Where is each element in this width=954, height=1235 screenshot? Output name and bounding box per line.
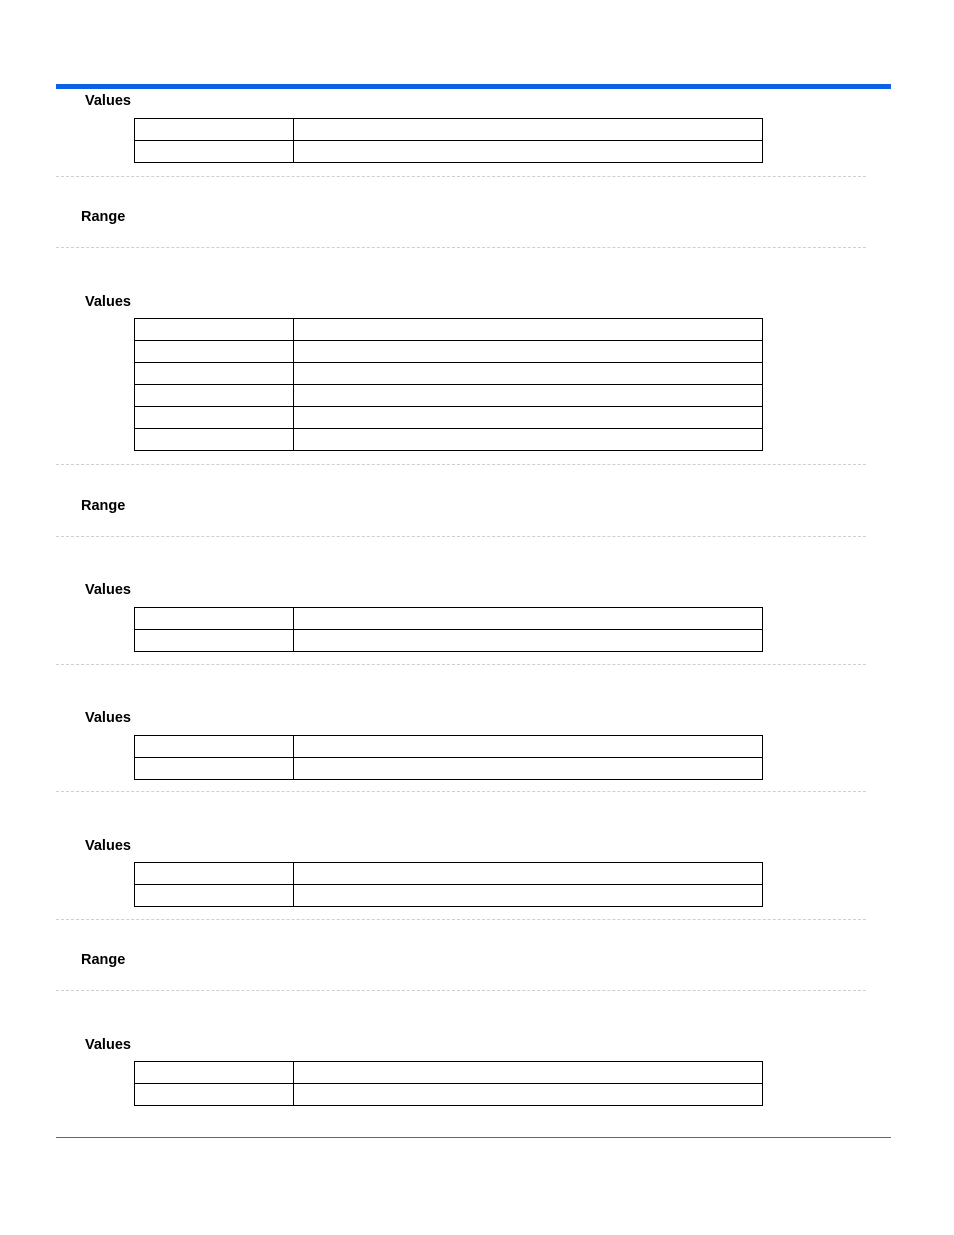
range-heading: Range — [81, 952, 126, 968]
table-row — [135, 119, 763, 141]
table-row — [135, 736, 763, 758]
section-divider — [56, 536, 866, 537]
header-rule — [56, 84, 891, 89]
table-cell — [294, 119, 763, 141]
values-table — [134, 862, 763, 907]
table-cell — [294, 363, 763, 385]
table-row — [135, 1084, 763, 1106]
table-cell — [294, 630, 763, 652]
table-row — [135, 319, 763, 341]
values-table — [134, 607, 763, 652]
values-table — [134, 318, 763, 451]
section-divider — [56, 176, 866, 177]
table-cell — [294, 341, 763, 363]
table-row — [135, 141, 763, 163]
values-table — [134, 1061, 763, 1106]
table-cell — [135, 608, 294, 630]
table-cell — [294, 608, 763, 630]
table-row — [135, 758, 763, 780]
table-cell — [294, 758, 763, 780]
values-heading: Values — [85, 294, 131, 310]
section-divider — [56, 664, 866, 665]
table-cell — [294, 885, 763, 907]
table-row — [135, 341, 763, 363]
section-divider — [56, 919, 866, 920]
table-row — [135, 407, 763, 429]
section-divider — [56, 464, 866, 465]
section-divider — [56, 990, 866, 991]
section-divider — [56, 247, 866, 248]
values-heading: Values — [85, 93, 131, 109]
table-row — [135, 630, 763, 652]
table-cell — [135, 758, 294, 780]
values-heading: Values — [85, 1037, 131, 1053]
table-row — [135, 385, 763, 407]
table-row — [135, 885, 763, 907]
table-cell — [294, 429, 763, 451]
table-cell — [135, 119, 294, 141]
table-cell — [135, 630, 294, 652]
table-cell — [135, 141, 294, 163]
table-cell — [135, 1062, 294, 1084]
section-divider — [56, 791, 866, 792]
table-cell — [135, 407, 294, 429]
table-cell — [135, 1084, 294, 1106]
values-table — [134, 735, 763, 780]
table-row — [135, 429, 763, 451]
table-row — [135, 608, 763, 630]
table-row — [135, 1062, 763, 1084]
values-heading: Values — [85, 710, 131, 726]
table-cell — [294, 407, 763, 429]
table-cell — [294, 863, 763, 885]
table-cell — [294, 736, 763, 758]
values-heading: Values — [85, 838, 131, 854]
table-cell — [294, 1062, 763, 1084]
table-row — [135, 863, 763, 885]
table-cell — [135, 319, 294, 341]
table-cell — [135, 863, 294, 885]
table-row — [135, 363, 763, 385]
table-cell — [135, 341, 294, 363]
table-cell — [135, 885, 294, 907]
table-cell — [135, 385, 294, 407]
table-cell — [294, 141, 763, 163]
values-table — [134, 118, 763, 163]
table-cell — [135, 736, 294, 758]
table-cell — [294, 1084, 763, 1106]
table-cell — [135, 363, 294, 385]
table-cell — [294, 385, 763, 407]
values-heading: Values — [85, 582, 131, 598]
table-cell — [294, 319, 763, 341]
range-heading: Range — [81, 498, 126, 514]
footer-rule — [56, 1137, 891, 1138]
table-cell — [135, 429, 294, 451]
range-heading: Range — [81, 209, 126, 225]
